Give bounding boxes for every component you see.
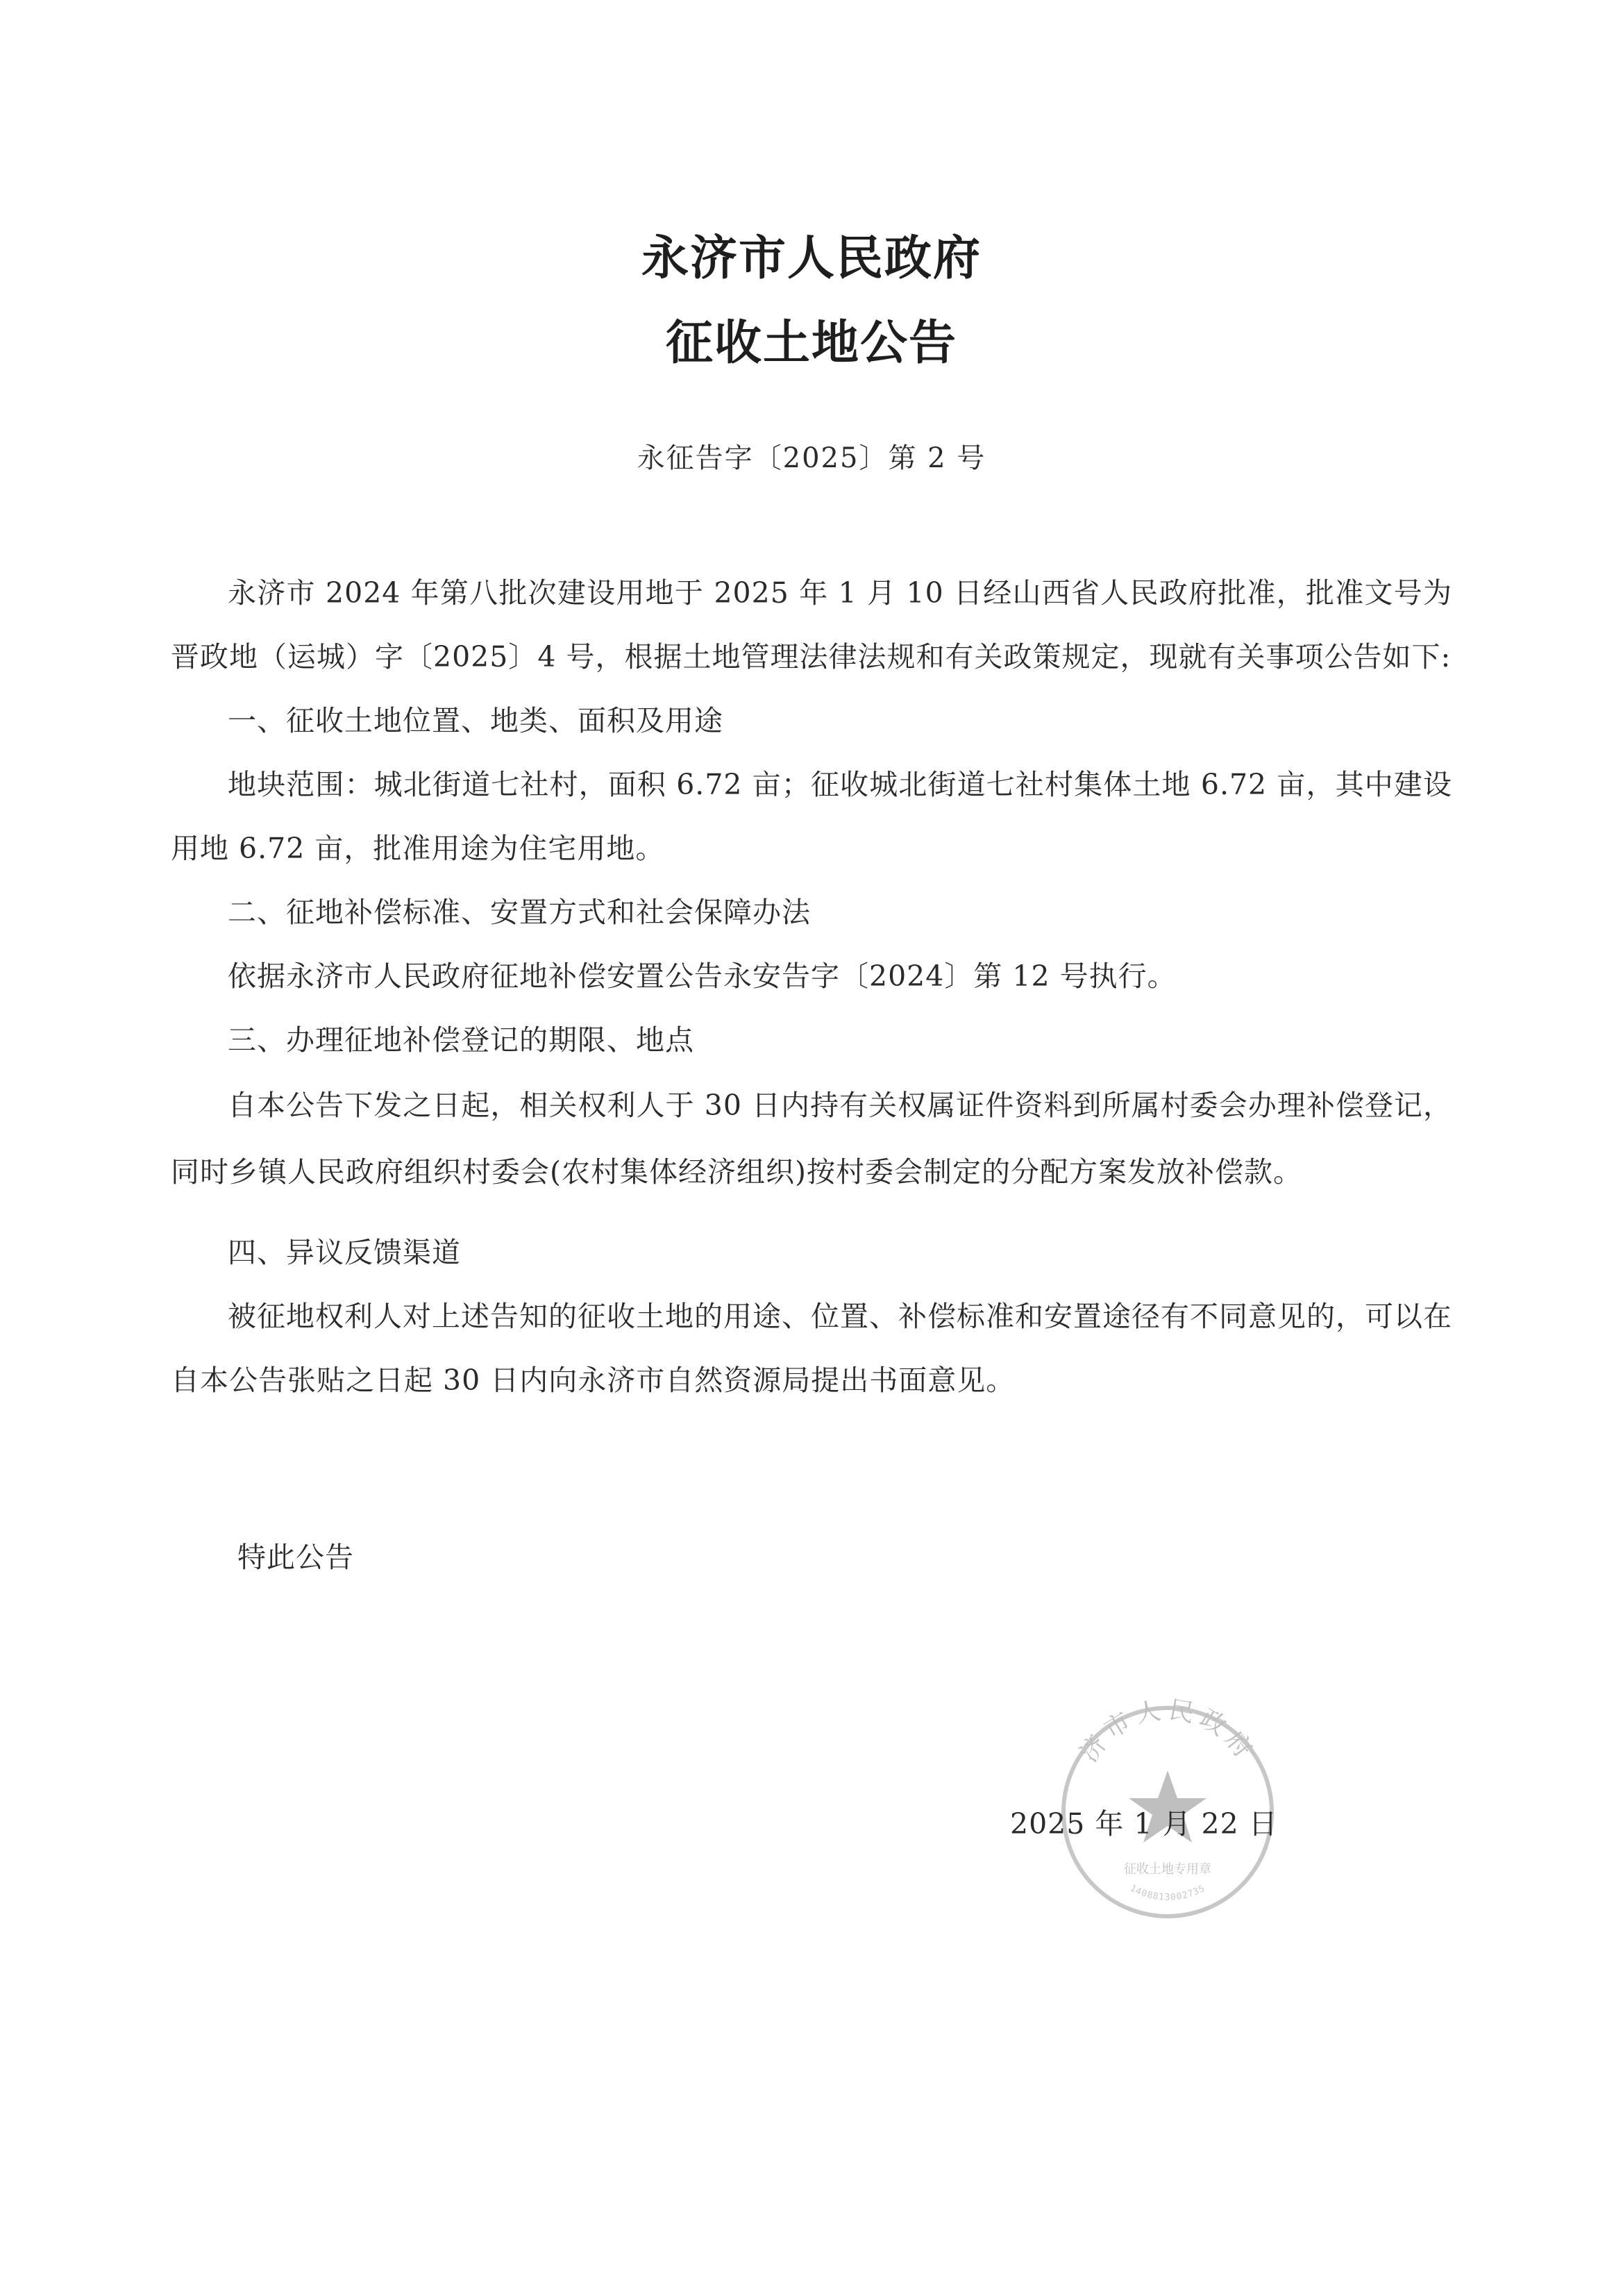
closing-text: 特此公告 xyxy=(237,1541,354,1574)
document-title-line2: 征收土地公告 xyxy=(665,315,957,371)
section2-body: 依据永济市人民政府征地补偿安置公告永安告字〔2024〕第 12 号执行。 xyxy=(228,960,1177,993)
intro-paragraph: 永济市 2024 年第八批次建设用地于 2025 年 1 月 10 日经山西省人民政府批准，批准文号为晋政地（运城）字〔2025〕4 号，根据土地管理法律法规和有关政策规定，现就有关事项公告如下: xyxy=(171,576,1452,673)
seal-outer-text: 济市人民政府 xyxy=(1074,1695,1261,1768)
seal-inner-text: 征收土地专用章 xyxy=(1124,1862,1211,1877)
document-body xyxy=(171,561,1452,1412)
section3-heading: 三、办理征地补偿登记的期限、地点 xyxy=(228,1023,694,1057)
section3-body: 自本公告下发之日起，相关权利人于 30 日内持有关权属证件资料到所属村委会办理补偿登记，同时乡镇人民政府组织村委会(农村集体经济组织)按村委会制定的分配方案发放补偿款。 xyxy=(171,1089,1452,1189)
document-date: 2025 年 1 月 22 日 xyxy=(1010,1807,1278,1841)
document-number: 永征告字〔2025〕第 2 号 xyxy=(637,442,986,474)
section1-body: 地块范围：城北街道七社村，面积 6.72 亩；征收城北街道七社村集体土地 6.72 亩，其中建设用地 6.72 亩，批准用途为住宅用地。 xyxy=(171,768,1452,865)
document-title-line1: 永济市人民政府 xyxy=(641,231,982,286)
seal-code: 1408813002735 xyxy=(1128,1883,1207,1903)
section4-heading: 四、异议反馈渠道 xyxy=(228,1236,461,1269)
section4-body: 被征地权利人对上述告知的征收土地的用途、位置、补偿标准和安置途径有不同意见的，可以在自本公告张贴之日起 30 日内向永济市自然资源局提出书面意见。 xyxy=(171,1300,1452,1397)
section1-heading: 一、征收土地位置、地类、面积及用途 xyxy=(228,704,723,737)
section2-heading: 二、征地补偿标准、安置方式和社会保障办法 xyxy=(228,896,811,929)
